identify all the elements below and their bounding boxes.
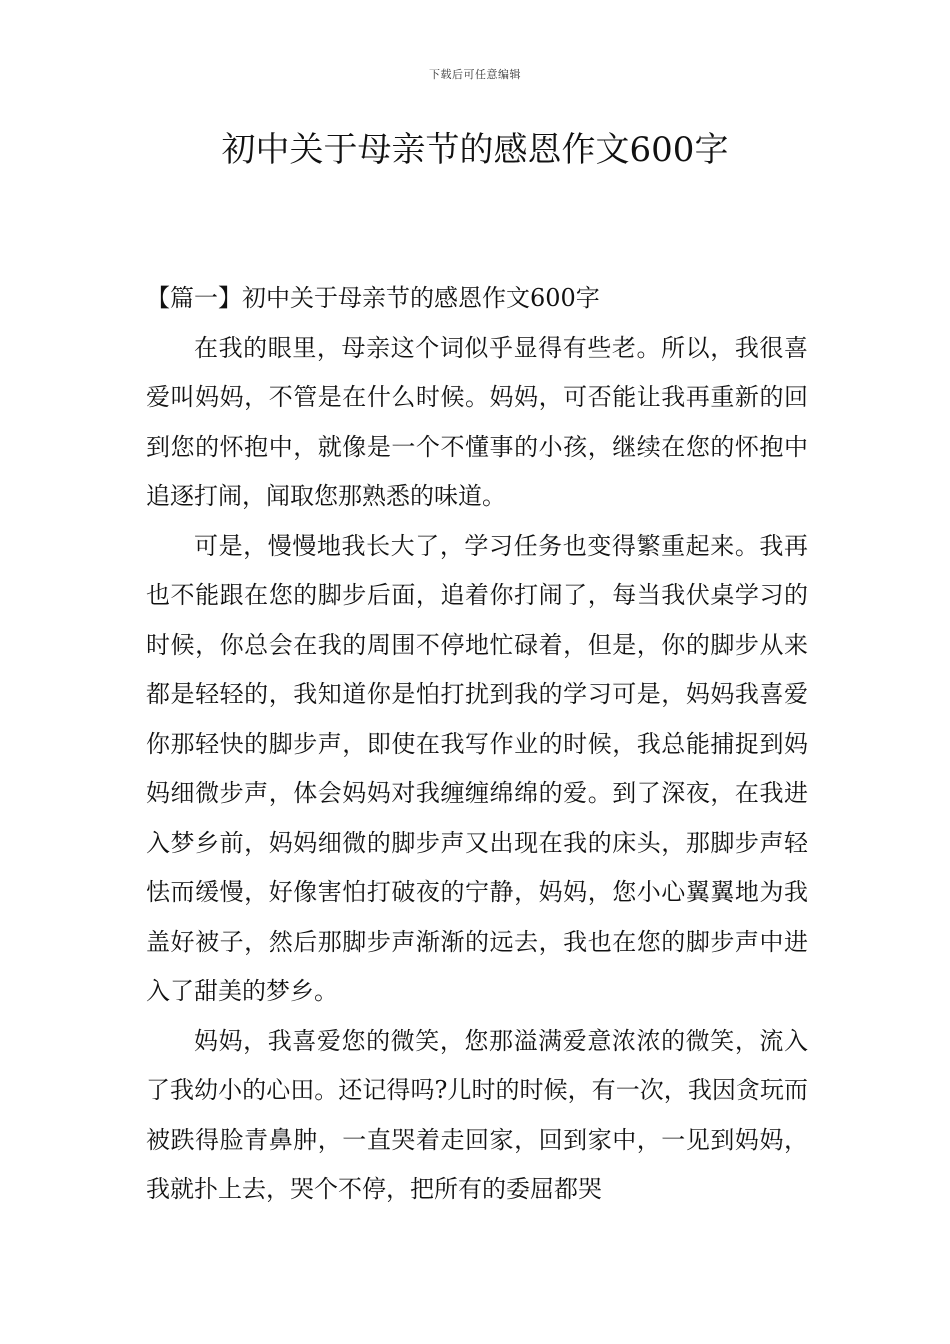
paragraph-3: 妈妈，我喜爱您的微笑，您那溢满爱意浓浓的微笑，流入了我幼小的心田。还记得吗?儿时的时候，有一次，我因贪玩而被跌得脸青鼻肿，一直哭着走回家，回到家中，一见到妈妈，我就扑上去，哭个不停，把所有的委屈都哭 bbox=[146, 1026, 808, 1203]
section-heading: 【篇一】初中关于母亲节的感恩作文600字 bbox=[146, 284, 600, 312]
header-note: 下载后可任意编辑 bbox=[429, 68, 521, 81]
document-body bbox=[146, 274, 808, 1215]
paragraph-1: 在我的眼里，母亲这个词似乎显得有些老。所以，我很喜爱叫妈妈，不管是在什么时候。妈妈，可否能让我再重新的回到您的怀抱中，就像是一个不懂事的小孩，继续在您的怀抱中追逐打闹，闻取您那熟悉的味道。 bbox=[146, 333, 808, 510]
paragraph-2: 可是，慢慢地我长大了，学习任务也变得繁重起来。我再也不能跟在您的脚步后面，追着你打闹了，每当我伏桌学习的时候，你总会在我的周围不停地忙碌着，但是，你的脚步从来都是轻轻的，我知道你是怕打扰到我的学习可是，妈妈我喜爱你那轻快的脚步声，即使在我写作业的时候，我总能捕捉到妈妈细微步声，体会妈妈对我缠缠绵绵的爱。到了深夜，在我进入梦乡前，妈妈细微的脚步声又出现在我的床头，那脚步声轻怯而缓慢，好像害怕打破夜的宁静，妈妈，您小心翼翼地为我盖好被子，然后那脚步声渐渐的远去，我也在您的脚步声中进入了甜美的梦乡。 bbox=[146, 531, 808, 1005]
document-title: 初中关于母亲节的感恩作文600字 bbox=[221, 130, 729, 170]
